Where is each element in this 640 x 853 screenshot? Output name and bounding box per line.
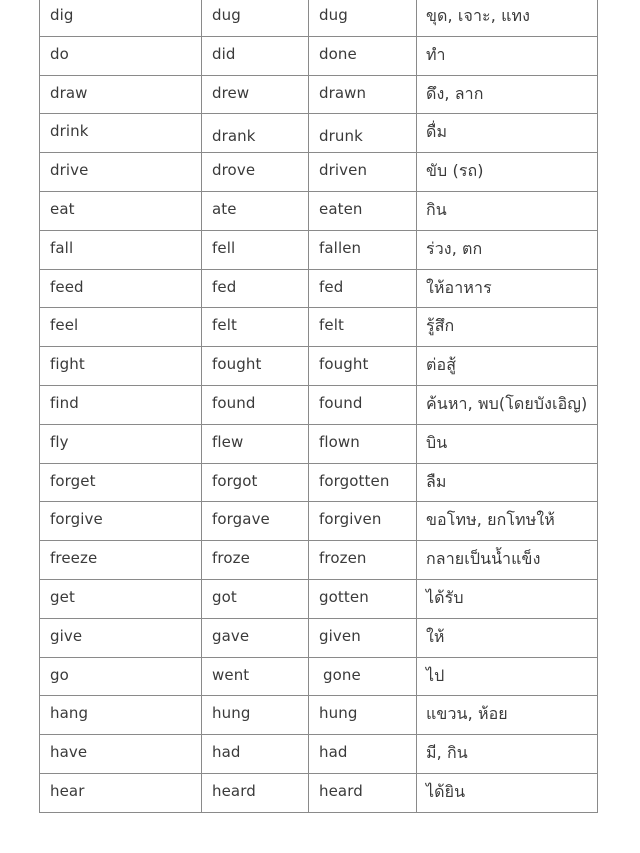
table-row (40, 191, 598, 230)
past-participle-cell: found (309, 385, 417, 424)
base-form-cell: fight (40, 347, 202, 386)
base-form-cell: dig (40, 0, 202, 36)
thai-meaning-cell: ให้อาหาร (417, 269, 598, 308)
past-simple-cell: heard (202, 773, 309, 812)
table-row (40, 114, 598, 153)
table-row (40, 269, 598, 308)
past-simple-cell: found (202, 385, 309, 424)
base-form-cell: do (40, 36, 202, 75)
past-participle-cell: driven (309, 153, 417, 192)
past-participle-cell: gone (309, 657, 417, 696)
thai-meaning-cell: ได้รับ (417, 579, 598, 618)
past-simple-cell: had (202, 735, 309, 774)
past-participle-cell: drawn (309, 75, 417, 114)
past-simple-cell: felt (202, 308, 309, 347)
table-row (40, 502, 598, 541)
verb-table-body (40, 0, 598, 812)
base-form-cell: drive (40, 153, 202, 192)
past-simple-cell: ate (202, 191, 309, 230)
table-row (40, 463, 598, 502)
past-participle-cell: fed (309, 269, 417, 308)
thai-meaning-cell: ให้ (417, 618, 598, 657)
past-participle-cell: fallen (309, 230, 417, 269)
past-participle-cell: dug (309, 0, 417, 36)
past-participle-cell: fought (309, 347, 417, 386)
thai-meaning-cell: ขับ (รถ) (417, 153, 598, 192)
past-simple-cell: drank (202, 114, 309, 153)
past-participle-cell: forgiven (309, 502, 417, 541)
past-simple-cell: forgave (202, 502, 309, 541)
table-row (40, 773, 598, 812)
thai-meaning-cell: ดึง, ลาก (417, 75, 598, 114)
table-row (40, 308, 598, 347)
thai-meaning-cell: แขวน, ห้อย (417, 696, 598, 735)
base-form-cell: freeze (40, 541, 202, 580)
thai-meaning-cell: ร่วง, ตก (417, 230, 598, 269)
base-form-cell: draw (40, 75, 202, 114)
thai-meaning-cell: มี, กิน (417, 735, 598, 774)
past-simple-cell: hung (202, 696, 309, 735)
irregular-verb-table (39, 0, 598, 813)
past-participle-cell: drunk (309, 114, 417, 153)
thai-meaning-cell: กิน (417, 191, 598, 230)
base-form-cell: forgive (40, 502, 202, 541)
thai-meaning-cell: ดื่ม (417, 114, 598, 153)
table-row (40, 153, 598, 192)
base-form-cell: give (40, 618, 202, 657)
past-participle-cell: given (309, 618, 417, 657)
past-simple-cell: dug (202, 0, 309, 36)
table-row (40, 541, 598, 580)
thai-meaning-cell: ได้ยิน (417, 773, 598, 812)
table-row (40, 75, 598, 114)
thai-meaning-cell: ทำ (417, 36, 598, 75)
base-form-cell: find (40, 385, 202, 424)
past-participle-cell: gotten (309, 579, 417, 618)
table-row (40, 657, 598, 696)
base-form-cell: go (40, 657, 202, 696)
past-participle-cell: felt (309, 308, 417, 347)
table-row (40, 579, 598, 618)
thai-meaning-cell: กลายเป็นน้ำแข็ง (417, 541, 598, 580)
past-participle-cell: heard (309, 773, 417, 812)
past-simple-cell: did (202, 36, 309, 75)
base-form-cell: drink (40, 114, 202, 153)
thai-meaning-cell: ต่อสู้ (417, 347, 598, 386)
base-form-cell: hear (40, 773, 202, 812)
past-simple-cell: drove (202, 153, 309, 192)
past-participle-cell: done (309, 36, 417, 75)
past-simple-cell: forgot (202, 463, 309, 502)
base-form-cell: have (40, 735, 202, 774)
thai-meaning-cell: ขุด, เจาะ, แทง (417, 0, 598, 36)
past-simple-cell: fought (202, 347, 309, 386)
thai-meaning-cell: ไป (417, 657, 598, 696)
base-form-cell: feel (40, 308, 202, 347)
past-simple-cell: froze (202, 541, 309, 580)
base-form-cell: hang (40, 696, 202, 735)
thai-meaning-cell: รู้สึก (417, 308, 598, 347)
table-row (40, 36, 598, 75)
past-simple-cell: fed (202, 269, 309, 308)
thai-meaning-cell: บิน (417, 424, 598, 463)
past-simple-cell: gave (202, 618, 309, 657)
table-row (40, 424, 598, 463)
base-form-cell: fly (40, 424, 202, 463)
table-row (40, 735, 598, 774)
past-simple-cell: flew (202, 424, 309, 463)
past-simple-cell: got (202, 579, 309, 618)
base-form-cell: feed (40, 269, 202, 308)
table-row (40, 618, 598, 657)
table-row (40, 347, 598, 386)
base-form-cell: fall (40, 230, 202, 269)
table-row (40, 385, 598, 424)
table-row (40, 230, 598, 269)
past-simple-cell: drew (202, 75, 309, 114)
past-participle-cell: forgotten (309, 463, 417, 502)
past-participle-cell: had (309, 735, 417, 774)
thai-meaning-cell: ขอโทษ, ยกโทษให้ (417, 502, 598, 541)
base-form-cell: forget (40, 463, 202, 502)
past-participle-cell: hung (309, 696, 417, 735)
thai-meaning-cell: ลืม (417, 463, 598, 502)
past-participle-cell: frozen (309, 541, 417, 580)
table-row (40, 696, 598, 735)
past-participle-cell: flown (309, 424, 417, 463)
thai-meaning-cell: ค้นหา, พบ(โดยบังเอิญ) (417, 385, 598, 424)
base-form-cell: eat (40, 191, 202, 230)
past-simple-cell: went (202, 657, 309, 696)
base-form-cell: get (40, 579, 202, 618)
past-participle-cell: eaten (309, 191, 417, 230)
table-row (40, 0, 598, 36)
past-simple-cell: fell (202, 230, 309, 269)
